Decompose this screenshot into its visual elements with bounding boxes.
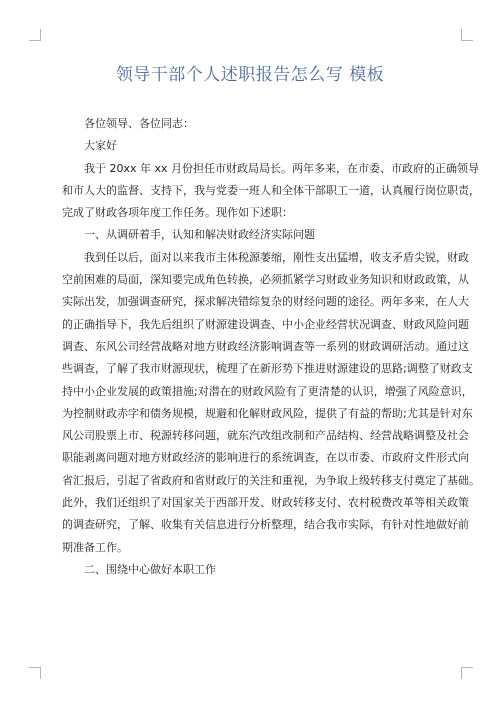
intro-line: 我于 20xx 年 xx 月份担任市财政局局长。两年多来，在市委、市政府的正确领导 (84, 161, 480, 175)
section-1-line: 的调查研究，了解、收集有关信息进行分析整理，结合我市实际，有针对性地做好前 (62, 518, 469, 532)
section-1-line: 期准备工作。 (62, 540, 128, 554)
section-1-line: 风公司股票上市、税源转移问题，就东汽改组改制和产品结构、经营战略调整及社会 (62, 429, 469, 443)
section-1-line: 实际出发，加强调查研究，探求解决错综复杂的财经问题的途径。两年多来，在人大 (62, 295, 469, 309)
section-1-line: 些调查，了解了我市财源现状，梳理了在新形势下推进财源建设的思路;调整了财政支 (62, 362, 473, 376)
section-1-line: 的正确指导下，我先后组织了财源建设调查、中小企业经营状况调查、财政风险问题 (62, 317, 469, 331)
greeting: 大家好 (84, 139, 117, 153)
section-1-line: 持中小企业发展的政策措施;对潜在的财政风险有了更清楚的认识，增强了风险意识， (62, 384, 473, 398)
section-1-line: 职能剥离问题对地方财政经济的影响进行的系统调查，在以市委、市政府文件形式向 (62, 451, 469, 465)
intro-line: 完成了财政各项年度工作任务。现作如下述职： (62, 206, 293, 220)
intro-paragraph (62, 158, 480, 225)
section-1-line: 为控制财政赤字和债务规模，规避和化解财政风险，提供了有益的帮助;尤其是针对东 (62, 406, 473, 420)
salutation: 各位领导、各位同志： (84, 117, 194, 130)
crop-mark-top-right (461, 29, 473, 41)
crop-mark-top-left (29, 29, 41, 41)
section-1-line: 空前困难的局面，深知要完成角色转换，必须抓紧学习财政业务知识和财政政策，从 (62, 273, 469, 287)
document-title: 领导干部个人述职报告怎么写 模板 (115, 65, 385, 85)
section-1-line: 我到任以后，面对以来我市主体税源萎缩，刚性支出猛增，收支矛盾尖锐，财政 (84, 250, 469, 264)
crop-mark-bottom-left (29, 667, 41, 679)
section-1-paragraph (62, 247, 480, 559)
section-2-heading: 二、围绕中心做好本职工作 (84, 562, 216, 576)
section-1-heading: 一、从调研着手，认知和解决财政经济实际问题 (84, 228, 315, 242)
document-body (62, 113, 480, 581)
section-1-line: 此外，我们还组织了对国家关于西部开发、财政转移支付、农村税费改革等相关政策 (62, 496, 469, 510)
intro-line: 和市人大的监督、支持下，我与党委一班人和全体干部职工一道，认真履行岗位职责， (62, 183, 480, 197)
section-1-line: 调查、东风公司经营战略对地方财政经济影响调查等一系列的财政调研活动。通过这 (62, 339, 469, 353)
crop-mark-bottom-right (461, 667, 473, 679)
section-1-line: 省汇报后，引起了省政府和省财政厅的关注和重视，为争取上级转移支付奠定了基础。 (62, 473, 480, 487)
